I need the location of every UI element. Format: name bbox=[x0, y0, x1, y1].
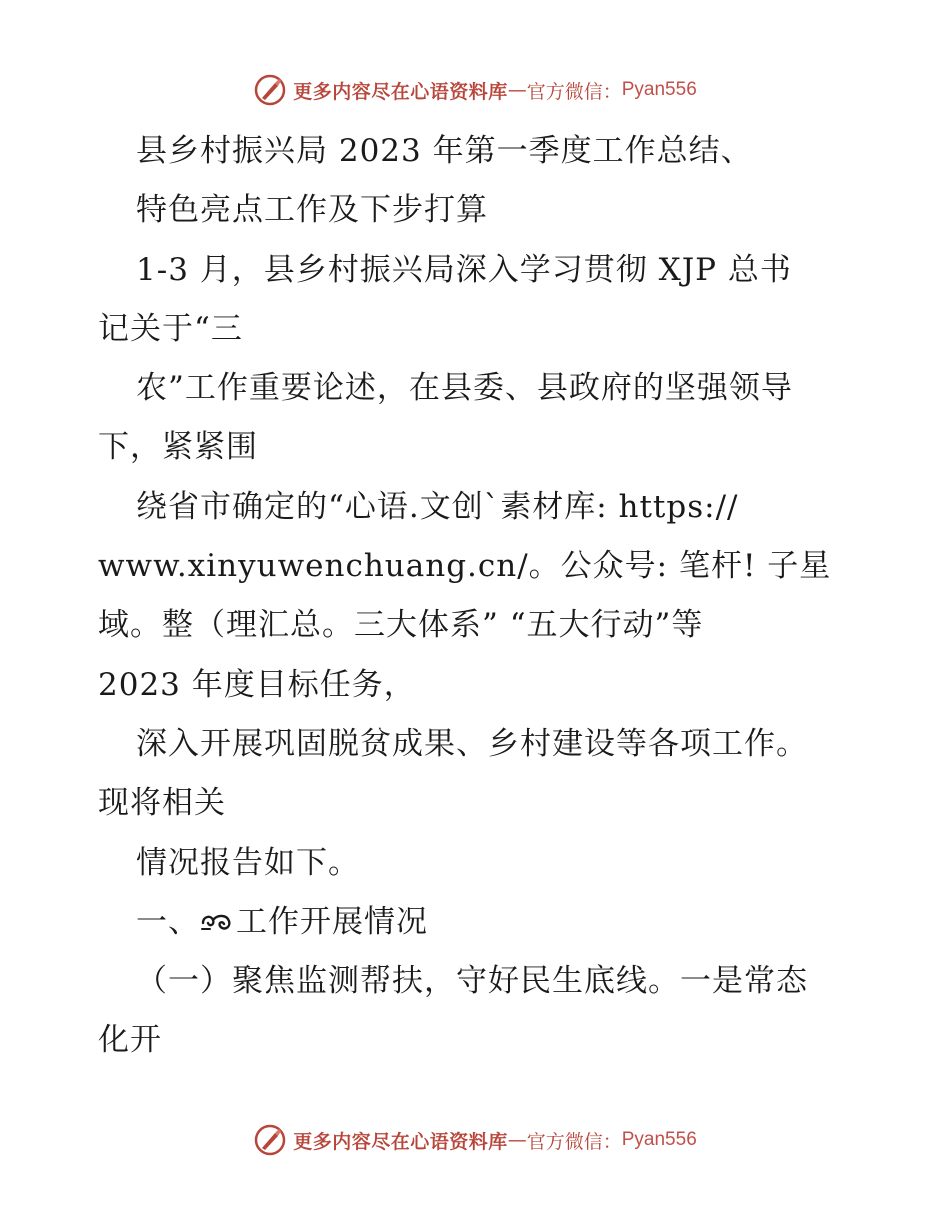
paragraph-line: 1-3 月，县乡村振兴局深入学习贯彻 XJP 总书 bbox=[136, 251, 792, 288]
banner-wechat-label: 官方微信： bbox=[526, 1130, 622, 1153]
section-number: 一、 bbox=[136, 903, 200, 940]
paragraph-line: 下，紧紧围 bbox=[98, 429, 258, 466]
section-title: 工作开展情况 bbox=[236, 903, 428, 940]
paragraph-line: www.xinyuwenchuang.cn/。公众号: 笔杆! 子星 bbox=[98, 548, 832, 585]
banner-slogan: 更多内容尽在心语资料库 bbox=[293, 80, 508, 103]
paragraph-line: 农”工作重要论述，在县委、县政府的坚强领导 bbox=[136, 370, 793, 407]
paragraph-line: 现将相关 bbox=[98, 785, 226, 822]
paragraph-line: 记关于“三 bbox=[98, 310, 243, 347]
header-watermark-banner bbox=[0, 70, 950, 110]
document-body bbox=[98, 122, 858, 1071]
footer-watermark-banner bbox=[0, 1120, 950, 1160]
doc-title-line-1: 县乡村振兴局 2023 年第一季度工作总结、 bbox=[136, 133, 753, 169]
banner-separator: — bbox=[507, 1129, 527, 1151]
banner-separator: — bbox=[507, 79, 527, 101]
paragraph-line: 深入开展巩固脱贫成果、乡村建设等各项工作。 bbox=[136, 725, 808, 762]
banner-slogan: 更多内容尽在心语资料库 bbox=[293, 1130, 508, 1153]
section-heading bbox=[98, 893, 858, 952]
paragraph-line: 化开 bbox=[98, 1022, 162, 1059]
paragraph-line: 绕省市确定的“心语.文创`素材库: https:// bbox=[136, 488, 739, 525]
banner-wechat-label: 官方微信： bbox=[526, 80, 622, 103]
pen-circle-logo-icon bbox=[253, 73, 287, 107]
paragraph-line: （一）聚焦监测帮扶，守好民生底线。一是常态 bbox=[136, 963, 808, 1000]
pen-circle-logo-icon bbox=[253, 1123, 287, 1157]
doc-title-line-2: 特色亮点工作及下步打算 bbox=[136, 192, 488, 229]
paragraph-line: 域。整（理汇总。三大体系” “五大行动”等 bbox=[98, 607, 704, 644]
banner-wechat-id: Pyan556 bbox=[621, 79, 697, 100]
paragraph-line: 情况报告如下。 bbox=[136, 844, 360, 881]
banner-wechat-id: Pyan556 bbox=[621, 1129, 697, 1150]
swirl-ornament-icon bbox=[200, 911, 234, 935]
paragraph-line: 2023 年度目标任务， bbox=[98, 666, 416, 703]
